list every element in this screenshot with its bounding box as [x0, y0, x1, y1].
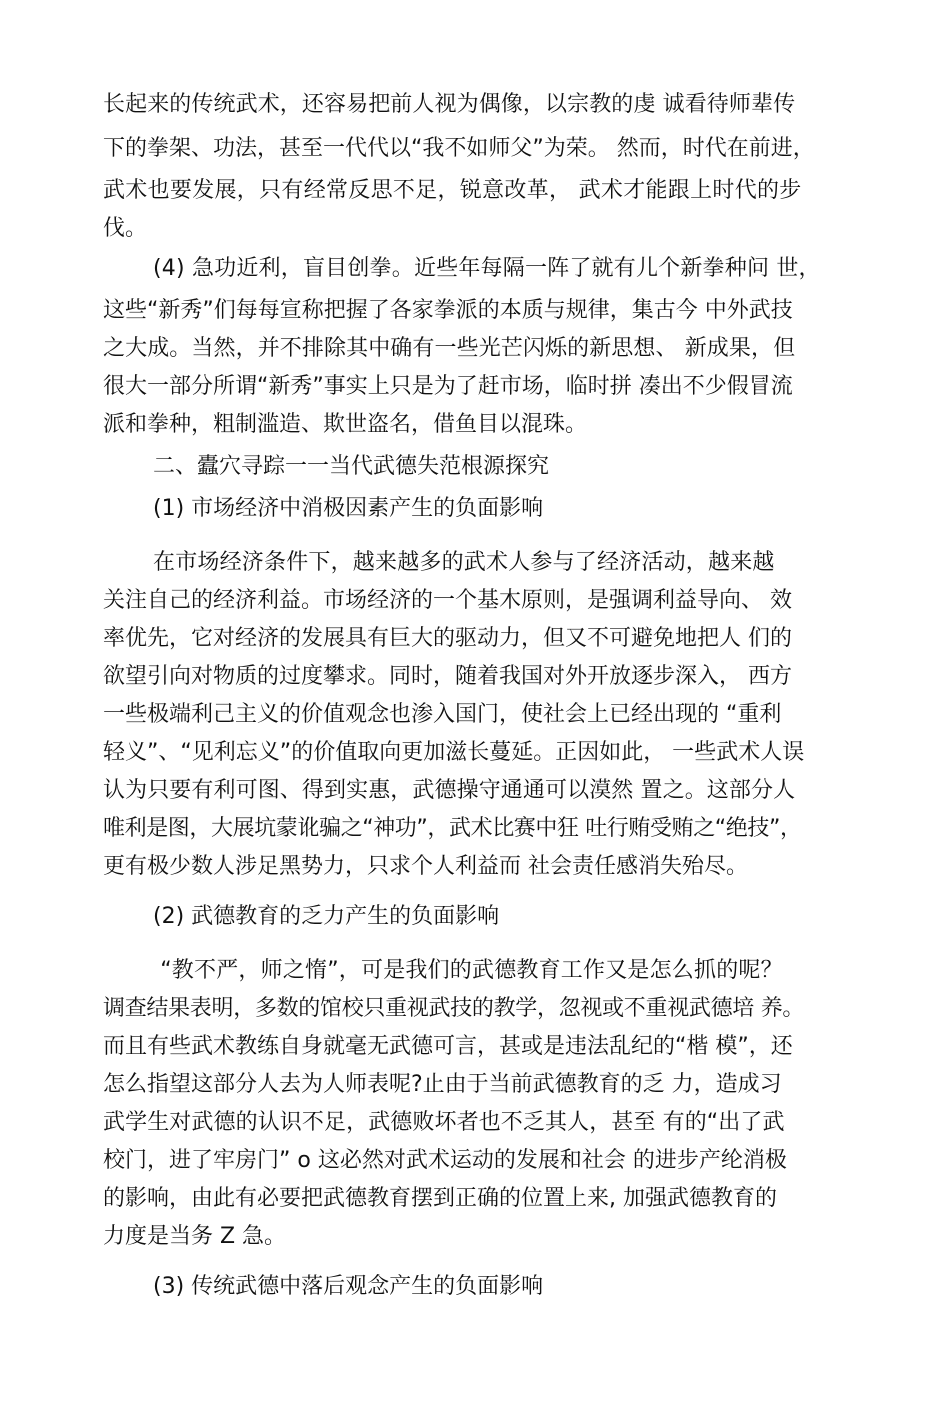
- text-line: 力度是当务 Z 急。: [103, 1224, 287, 1249]
- text-line: 而且有些武术教练自身就毫无武德可言，甚或是违法乱纪的“楷 模”，还: [103, 1034, 793, 1059]
- text-line: 武学生对武德的认识不足，武德败坏者也不乏其人，甚至 有的“出了武: [103, 1110, 785, 1135]
- text-line: 一些极端利己主义的价值观念也渗入国门，使社会上已经出现的 “重利: [103, 702, 782, 727]
- text-line: 这些“新秀”们每每宣称把握了各家拳派的本质与规律，集古今 中外武技: [103, 298, 793, 323]
- text-line: 派和拳种，粗制滥造、欺世盗名，借鱼目以混珠。: [103, 412, 588, 437]
- text-line: 下的拳架、功法，甚至一代代以“我不如师父”为荣。 然而，时代在前进，: [103, 136, 815, 161]
- subsection-heading: (2) 武德教育的乏力产生的负面影响: [153, 904, 500, 929]
- text-line: 认为只要有利可图、得到实惠，武德操守通通可以漠然 置之。这部分人: [103, 778, 796, 803]
- text-line: 校门，进了牢房门” o 这必然对武术运动的发展和社会 的进步产纶消极: [103, 1148, 787, 1173]
- text-line: 很大一部分所谓“新秀”事实上只是为了赶市场，临时拼 凑出不少假冒流: [103, 374, 793, 399]
- text-line: 欲望引向对物质的过度攀求。同时，随着我国对外开放逐步深入， 西方: [103, 664, 792, 689]
- text-line: 长起来的传统武术，还容易把前人视为偶像，以宗教的虔 诚看待师辈传: [103, 92, 796, 117]
- text-line: 的影响，由此有必要把武德教育摆到正确的位置上来, 加强武德教育的: [103, 1186, 777, 1211]
- subsection-heading: (1) 市场经济中消极因素产生的负面影响: [153, 496, 544, 521]
- text-line: 在市场经济条件下，越来越多的武术人参与了经济活动，越来越: [153, 550, 775, 575]
- text-line: 伐。: [103, 216, 148, 241]
- text-line: 率优先，它对经济的发展具有巨大的驱动力，但又不可避免地把人 们的: [103, 626, 792, 651]
- text-line: 更有极少数人涉足黑势力，只求个人利益而 社会责任感消失殆尽。: [103, 854, 748, 879]
- text-line: “教不严，师之惰”，可是我们的武德教育工作又是怎么抓的呢？: [153, 958, 783, 983]
- text-line: 怎么指望这部分人去为人师表呢?止由于当前武德教育的乏 力，造成习: [103, 1072, 782, 1097]
- text-line: 唯利是图，大展坑蒙讹骗之“神功”，武术比赛中狂 吐行贿受贿之“绝技”，: [103, 816, 802, 841]
- text-line: 武术也要发展，只有经常反思不足，锐意改革， 武术才能跟上时代的步: [103, 178, 802, 203]
- section-heading: 二、蠹穴寻踪一一当代武德失范根源探究: [153, 454, 550, 479]
- text-line: 调查结果表明，多数的馆校只重视武技的教学，忽视或不重视武德培 养。: [103, 996, 805, 1021]
- subsection-heading: (3) 传统武德中落后观念产生的负面影响: [153, 1274, 544, 1299]
- text-line: (4) 急功近利，盲目创拳。近些年每隔一阵了就有儿个新拳种问 世，: [153, 256, 821, 281]
- text-line: 之大成。当然，并不排除其中确有一些光芒闪烁的新思想、 新成果，但: [103, 336, 796, 361]
- text-line: 关注自己的经济利益。市场经济的一个基木原则，是强调利益导向、 效: [103, 588, 792, 613]
- text-line: 轻义”、“见利忘义”的价值取向更加滋长蔓延。正因如此， 一些武术人误: [103, 740, 805, 765]
